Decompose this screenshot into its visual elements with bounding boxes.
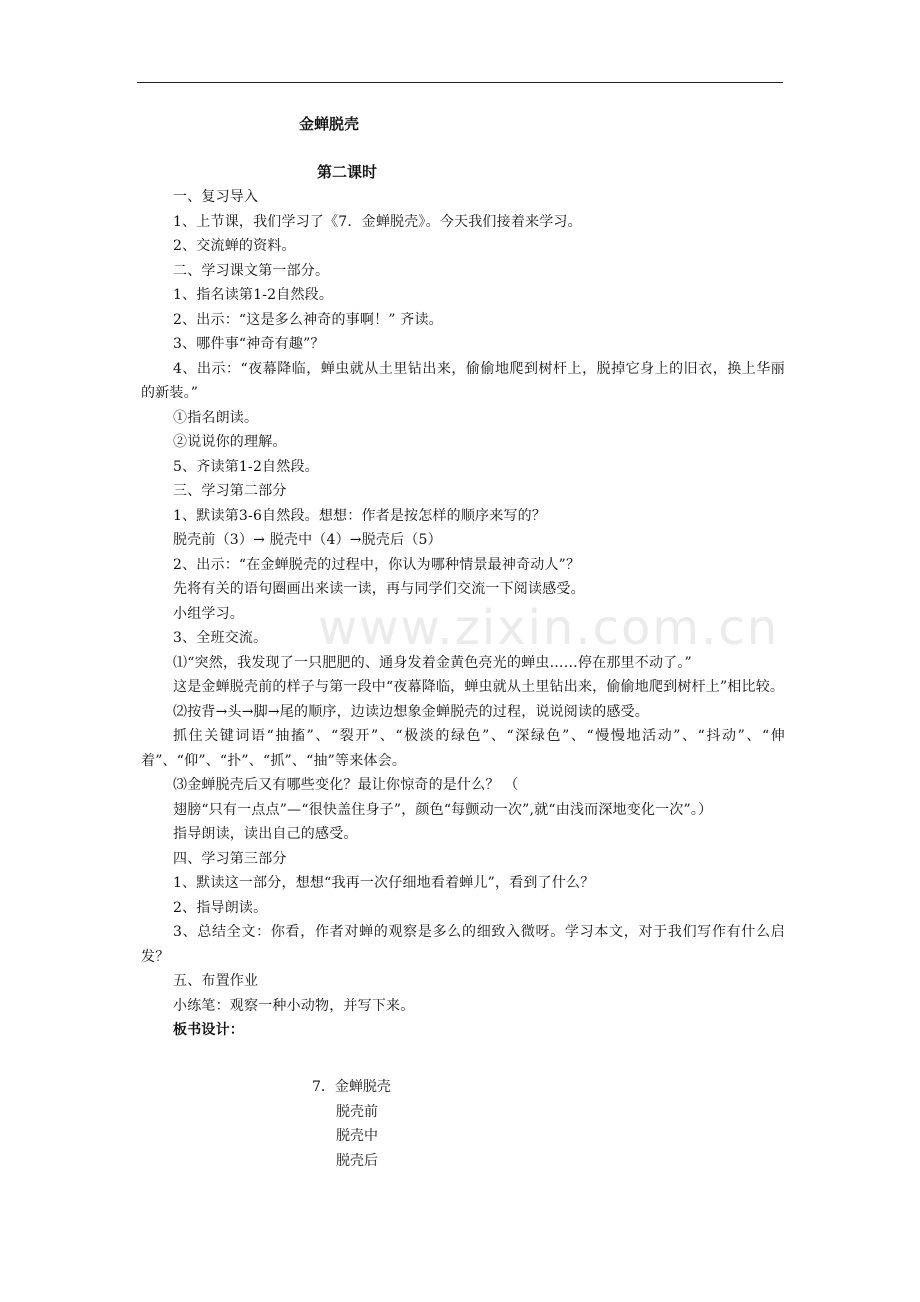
paragraph: 1、上节课，我们学习了《7．金蝉脱壳》。今天我们接着来学习。 bbox=[173, 213, 582, 230]
paragraph: 二、学习课文第一部分。 bbox=[173, 262, 330, 279]
board-item: 脱壳前 bbox=[336, 1103, 378, 1120]
paragraph: 3、哪件事“神奇有趣”？ bbox=[173, 336, 325, 352]
paragraph: 2、出示：“在金蝉脱壳的过程中，你认为哪种情景最神奇动人”？ bbox=[173, 556, 581, 573]
paragraph: ⑴“突然，我发现了一只肥肥的、通身发着金黄色亮光的蝉虫……停在那里不动了。” bbox=[173, 654, 692, 671]
paragraph: 小练笔：观察一种小动物，并写下来。 bbox=[173, 997, 415, 1014]
paragraph: 2、指导朗读。 bbox=[173, 899, 268, 916]
paragraph: 翅膀“只有一点点”—“很快盖住身子”，颜色“每颤动一次”,就“由浅而深地变化一次”。） bbox=[173, 801, 713, 818]
blackboard-design bbox=[312, 1075, 391, 1173]
paragraph: 脱壳前（3）→ 脱壳中（4）→脱壳后（5） bbox=[173, 532, 442, 548]
lesson-subtitle: 第二课时 bbox=[317, 163, 378, 181]
board-item: 脱壳中 bbox=[336, 1128, 378, 1144]
paragraph: 三、学习第二部分 bbox=[173, 483, 287, 499]
paragraph: 2、出示：“这是多么神奇的事啊！” 齐读。 bbox=[173, 311, 443, 328]
paragraph: 4、出示：“夜幕降临，蝉虫就从土里钻出来，偷偷地爬到树杆上，脱掉它身上的旧衣，换上华丽的新装。” bbox=[141, 360, 785, 401]
lesson-body bbox=[141, 185, 785, 1043]
paragraph: 2、交流蝉的资料。 bbox=[173, 238, 296, 254]
paragraph: ⑵按背→头→脚→尾的顺序，边读边想象金蝉脱壳的过程，说说阅读的感受。 bbox=[173, 703, 649, 720]
paragraph: 1、默读第3-6自然段。想想：作者是按怎样的顺序来写的？ bbox=[173, 507, 547, 524]
paragraph: 小组学习。 bbox=[173, 605, 244, 622]
paragraph: ②说说你的理解。 bbox=[173, 434, 287, 450]
paragraph: 5、齐读第1-2自然段。 bbox=[173, 458, 319, 475]
watermark: www.zixin.com.cn bbox=[318, 600, 780, 656]
paragraph: ①指名朗读。 bbox=[173, 409, 259, 426]
paragraph: 五、布置作业 bbox=[173, 973, 259, 989]
paragraph: 3、总结全文：你看，作者对蝉的观察是多么的细致入微呀。学习本文，对于我们写作有什么启发？ bbox=[141, 924, 785, 965]
paragraph: 抓住关键词语“抽搐”、“裂开”、“极淡的绿色”、“深绿色”、“慢慢地活动”、“抖动”、“伸着”、“仰”、“扑”、“抓”、“抽”等来体会。 bbox=[141, 728, 785, 769]
paragraph: ⑶金蝉脱壳后又有哪些变化？最让你惊奇的是什么？ （ bbox=[173, 777, 519, 793]
board-heading: 板书设计： bbox=[173, 1022, 244, 1038]
paragraph: 这是金蝉脱壳前的样子与第一段中“夜幕降临，蝉虫就从土里钻出来，偷偷地爬到树杆上”相比较。 bbox=[173, 679, 785, 695]
paragraph: 先将有关的语句圈画出来读一读，再与同学们交流一下阅读感受。 bbox=[173, 581, 585, 597]
paragraph: 一、复习导入 bbox=[173, 189, 259, 205]
paragraph: 指导朗读，读出自己的感受。 bbox=[173, 826, 358, 842]
board-item: 脱壳后 bbox=[336, 1152, 378, 1169]
header-rule bbox=[137, 82, 783, 83]
paragraph: 3、全班交流。 bbox=[173, 630, 268, 646]
document-title: 金蝉脱壳 bbox=[299, 115, 360, 133]
board-title: 7．金蝉脱壳 bbox=[312, 1079, 391, 1095]
paragraph: 四、学习第三部分 bbox=[173, 850, 287, 867]
paragraph: 1、默读这一部分，想想“我再一次仔细地看着蝉儿”，看到了什么？ bbox=[173, 875, 595, 891]
paragraph: 1、指名读第1-2自然段。 bbox=[173, 287, 334, 303]
